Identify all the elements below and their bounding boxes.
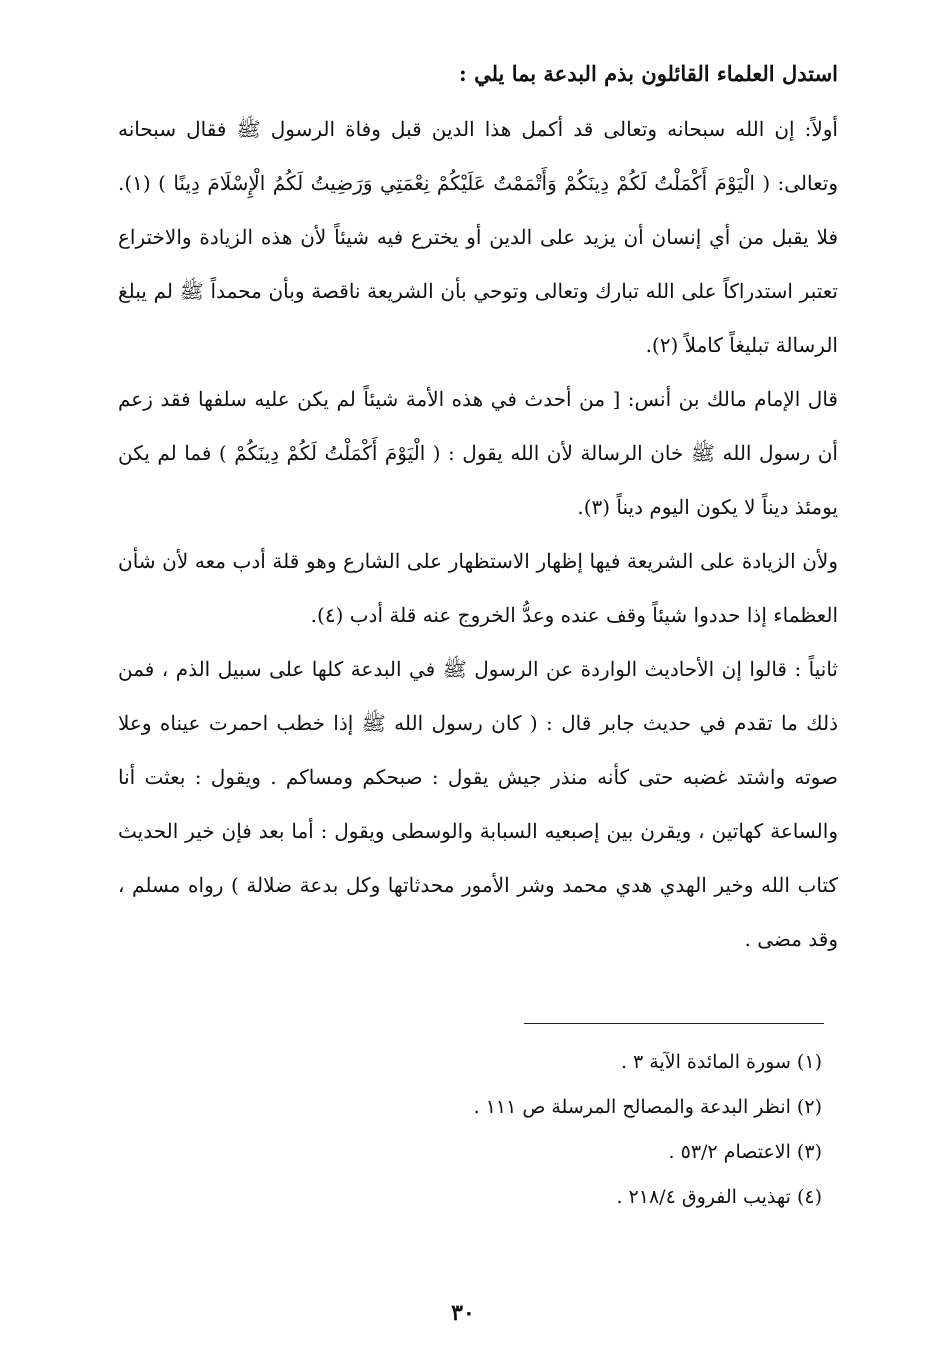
footnote-4: (٤) تهذيب الفروق ٢١٨/٤ . <box>616 1186 822 1208</box>
main-text-block <box>118 46 838 966</box>
page-number: ٣٠ <box>451 1300 475 1326</box>
paragraph-first-evidence: أولاً: إن الله سبحانه وتعالى قد أكمل هذا الدين قبل وفاة الرسول ﷺ فقال سبحانه وتعالى: ( الْيَوْمَ أَكْمَلْتُ لَكُمْ دِينَكُمْ وَأَتْمَمْتُ عَلَيْكُمْ نِعْمَتِي وَرَضِيتُ لَكُمُ الْإِسْلَامَ دِينًا ) (١). فلا يقبل من أي إنسان أن يزيد على الدين أو يخترع فيه شيئاً لأن هذه الزيادة والاختراع تعتبر استدراكاً على الله تبارك وتعالى وتوحي بأن الشريعة ناقصة وبأن محمداً ﷺ لم يبلغ الرسالة تبليغاً كاملاً (٢). <box>118 117 838 357</box>
paragraph-adding-to-sharia: ولأن الزيادة على الشريعة فيها إظهار الاستظهار على الشارع وهو قلة أدب معه لأن شأن العظماء إذا حددوا شيئاً وقف عنده وعدُّ الخروج عنه قلة أدب (٤). <box>118 549 838 627</box>
footnote-2: (٢) انظر البدعة والمصالح المرسلة ص ١١١ . <box>473 1096 822 1118</box>
paragraph-imam-malik-quote: قال الإمام مالك بن أنس: [ من أحدث في هذه الأمة شيئاً لم يكن عليه سلفها فقد زعم أن رسول الله ﷺ خان الرسالة لأن الله يقول : ( الْيَوْمَ أَكْمَلْتُ لَكُمْ دِينَكُمْ ) فما لم يكن يومئذ ديناً لا يكون اليوم ديناً (٣). <box>118 387 838 519</box>
footnotes-list <box>102 1040 822 1220</box>
section-heading: استدل العلماء القائلون بذم البدعة بما يلي : <box>459 61 838 86</box>
footnote-separator-line <box>524 1023 824 1024</box>
footnote-3: (٣) الاعتصام ٥٣/٢ . <box>668 1141 822 1163</box>
paragraph-second-evidence: ثانياً : قالوا إن الأحاديث الواردة عن الرسول ﷺ في البدعة كلها على سبيل الذم ، فمن ذلك ما تقدم في حديث جابر قال : ( كان رسول الله ﷺ إذا خطب احمرت عيناه وعلا صوته واشتد غضبه حتى كأنه منذر جيش يقول : صبحكم ومساكم . ويقول : بعثت أنا والساعة كهاتين ، ويقرن بين إصبعيه السبابة والوسطى ويقول : أما بعد فإن خير الحديث كتاب الله وخير الهدي هدي محمد وشر الأمور محدثاتها وكل بدعة ضلالة ) رواه مسلم ، وقد مضى . <box>118 657 838 951</box>
footnote-separator <box>104 1023 824 1025</box>
footnote-1: (١) سورة المائدة الآية ٣ . <box>620 1051 822 1073</box>
